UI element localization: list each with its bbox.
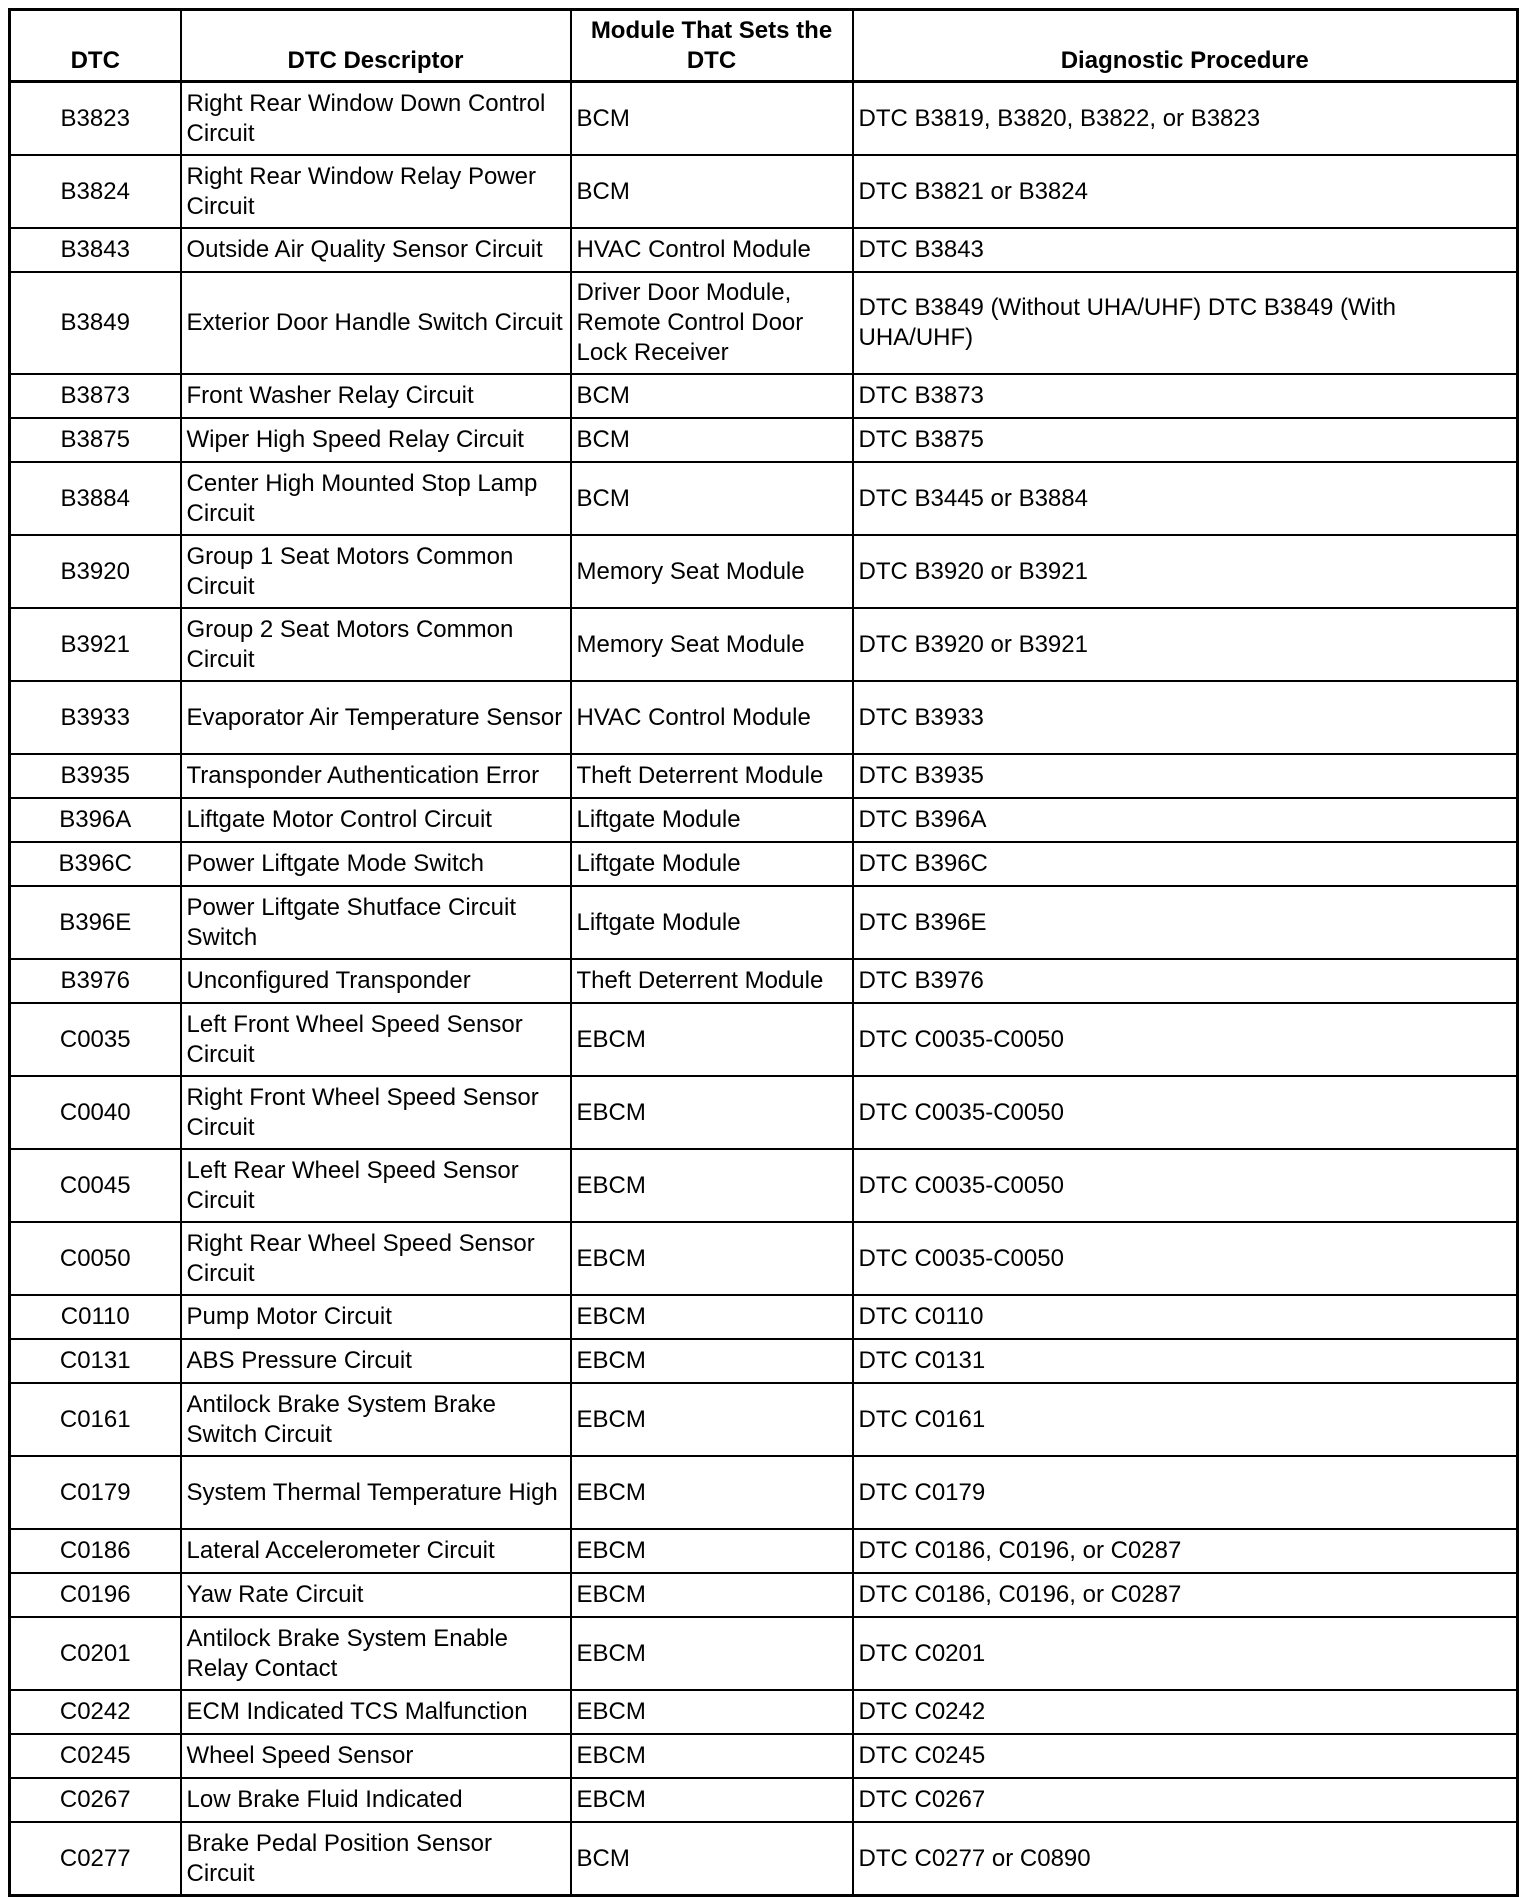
cell-descriptor: Right Front Wheel Speed Sensor Circuit bbox=[181, 1076, 571, 1149]
table-row bbox=[10, 754, 1518, 798]
cell-descriptor: Left Rear Wheel Speed Sensor Circuit bbox=[181, 1149, 571, 1222]
cell-descriptor: Evaporator Air Temperature Sensor bbox=[181, 681, 571, 754]
cell-module: Memory Seat Module bbox=[571, 608, 853, 681]
table-row bbox=[10, 1003, 1518, 1076]
cell-module: Liftgate Module bbox=[571, 842, 853, 886]
cell-module: EBCM bbox=[571, 1149, 853, 1222]
table-row bbox=[10, 1456, 1518, 1529]
cell-module: BCM bbox=[571, 374, 853, 418]
cell-module: BCM bbox=[571, 1822, 853, 1896]
table-row bbox=[10, 1076, 1518, 1149]
cell-module: EBCM bbox=[571, 1778, 853, 1822]
cell-dtc: C0245 bbox=[10, 1734, 181, 1778]
table-row bbox=[10, 1149, 1518, 1222]
cell-descriptor: Exterior Door Handle Switch Circuit bbox=[181, 272, 571, 374]
cell-descriptor: Left Front Wheel Speed Sensor Circuit bbox=[181, 1003, 571, 1076]
header-dtc-descriptor: DTC Descriptor bbox=[181, 10, 571, 82]
cell-procedure: DTC B3843 bbox=[853, 228, 1518, 272]
cell-dtc: B3875 bbox=[10, 418, 181, 462]
cell-procedure: DTC C0242 bbox=[853, 1690, 1518, 1734]
table-row bbox=[10, 1222, 1518, 1295]
table-row bbox=[10, 1690, 1518, 1734]
cell-module: Theft Deterrent Module bbox=[571, 959, 853, 1003]
cell-descriptor: Transponder Authentication Error bbox=[181, 754, 571, 798]
cell-dtc: C0242 bbox=[10, 1690, 181, 1734]
cell-procedure: DTC B3933 bbox=[853, 681, 1518, 754]
table-row bbox=[10, 418, 1518, 462]
cell-procedure: DTC B3935 bbox=[853, 754, 1518, 798]
cell-descriptor: System Thermal Temperature High bbox=[181, 1456, 571, 1529]
cell-procedure: DTC B3821 or B3824 bbox=[853, 155, 1518, 228]
cell-module: BCM bbox=[571, 82, 853, 156]
cell-descriptor: ECM Indicated TCS Malfunction bbox=[181, 1690, 571, 1734]
cell-descriptor: Front Washer Relay Circuit bbox=[181, 374, 571, 418]
cell-dtc: B3933 bbox=[10, 681, 181, 754]
cell-dtc: B396E bbox=[10, 886, 181, 959]
table-body bbox=[10, 82, 1518, 1896]
cell-procedure: DTC B3976 bbox=[853, 959, 1518, 1003]
cell-module: BCM bbox=[571, 462, 853, 535]
cell-procedure: DTC C0035-C0050 bbox=[853, 1003, 1518, 1076]
cell-descriptor: Center High Mounted Stop Lamp Circuit bbox=[181, 462, 571, 535]
cell-dtc: B3873 bbox=[10, 374, 181, 418]
cell-module: Driver Door Module, Remote Control Door Lock Receiver bbox=[571, 272, 853, 374]
cell-dtc: C0045 bbox=[10, 1149, 181, 1222]
cell-module: EBCM bbox=[571, 1076, 853, 1149]
table-row bbox=[10, 1295, 1518, 1339]
cell-procedure: DTC B3849 (Without UHA/UHF) DTC B3849 (With UHA/UHF) bbox=[853, 272, 1518, 374]
cell-dtc: B3824 bbox=[10, 155, 181, 228]
cell-descriptor: Liftgate Motor Control Circuit bbox=[181, 798, 571, 842]
cell-dtc: B3920 bbox=[10, 535, 181, 608]
cell-procedure: DTC B3875 bbox=[853, 418, 1518, 462]
cell-descriptor: Low Brake Fluid Indicated bbox=[181, 1778, 571, 1822]
table-row bbox=[10, 798, 1518, 842]
cell-descriptor: Right Rear Window Down Control Circuit bbox=[181, 82, 571, 156]
cell-descriptor: Lateral Accelerometer Circuit bbox=[181, 1529, 571, 1573]
cell-procedure: DTC C0245 bbox=[853, 1734, 1518, 1778]
cell-module: EBCM bbox=[571, 1222, 853, 1295]
cell-module: Memory Seat Module bbox=[571, 535, 853, 608]
table-row bbox=[10, 1822, 1518, 1896]
cell-procedure: DTC B3819, B3820, B3822, or B3823 bbox=[853, 82, 1518, 156]
table-row bbox=[10, 272, 1518, 374]
table-row bbox=[10, 842, 1518, 886]
cell-module: EBCM bbox=[571, 1339, 853, 1383]
cell-dtc: C0040 bbox=[10, 1076, 181, 1149]
cell-module: EBCM bbox=[571, 1383, 853, 1456]
cell-procedure: DTC B396E bbox=[853, 886, 1518, 959]
cell-module: BCM bbox=[571, 155, 853, 228]
cell-dtc: C0110 bbox=[10, 1295, 181, 1339]
cell-dtc: C0161 bbox=[10, 1383, 181, 1456]
header-row bbox=[10, 10, 1518, 82]
cell-procedure: DTC B396C bbox=[853, 842, 1518, 886]
table-row bbox=[10, 228, 1518, 272]
cell-procedure: DTC C0035-C0050 bbox=[853, 1149, 1518, 1222]
cell-dtc: B3935 bbox=[10, 754, 181, 798]
cell-descriptor: Yaw Rate Circuit bbox=[181, 1573, 571, 1617]
cell-procedure: DTC B396A bbox=[853, 798, 1518, 842]
cell-procedure: DTC C0267 bbox=[853, 1778, 1518, 1822]
cell-descriptor: Outside Air Quality Sensor Circuit bbox=[181, 228, 571, 272]
cell-descriptor: Group 1 Seat Motors Common Circuit bbox=[181, 535, 571, 608]
cell-procedure: DTC C0179 bbox=[853, 1456, 1518, 1529]
cell-dtc: C0179 bbox=[10, 1456, 181, 1529]
cell-descriptor: Antilock Brake System Brake Switch Circuit bbox=[181, 1383, 571, 1456]
cell-module: Theft Deterrent Module bbox=[571, 754, 853, 798]
cell-dtc: B3823 bbox=[10, 82, 181, 156]
cell-dtc: C0186 bbox=[10, 1529, 181, 1573]
cell-descriptor: Pump Motor Circuit bbox=[181, 1295, 571, 1339]
dtc-table bbox=[8, 8, 1519, 1897]
table-row bbox=[10, 374, 1518, 418]
table-row bbox=[10, 886, 1518, 959]
cell-module: HVAC Control Module bbox=[571, 681, 853, 754]
cell-dtc: C0035 bbox=[10, 1003, 181, 1076]
cell-descriptor: Power Liftgate Shutface Circuit Switch bbox=[181, 886, 571, 959]
table-row bbox=[10, 1778, 1518, 1822]
cell-dtc: B396C bbox=[10, 842, 181, 886]
table-row bbox=[10, 1339, 1518, 1383]
cell-descriptor: Antilock Brake System Enable Relay Contact bbox=[181, 1617, 571, 1690]
cell-dtc: B3849 bbox=[10, 272, 181, 374]
cell-procedure: DTC B3920 or B3921 bbox=[853, 535, 1518, 608]
cell-procedure: DTC C0131 bbox=[853, 1339, 1518, 1383]
cell-dtc: B3884 bbox=[10, 462, 181, 535]
cell-descriptor: Power Liftgate Mode Switch bbox=[181, 842, 571, 886]
table-row bbox=[10, 535, 1518, 608]
cell-module: EBCM bbox=[571, 1295, 853, 1339]
cell-module: Liftgate Module bbox=[571, 798, 853, 842]
cell-dtc: C0131 bbox=[10, 1339, 181, 1383]
cell-dtc: C0267 bbox=[10, 1778, 181, 1822]
cell-procedure: DTC B3445 or B3884 bbox=[853, 462, 1518, 535]
header-diagnostic-procedure: Diagnostic Procedure bbox=[853, 10, 1518, 82]
table-row bbox=[10, 462, 1518, 535]
cell-procedure: DTC C0035-C0050 bbox=[853, 1222, 1518, 1295]
cell-module: EBCM bbox=[571, 1690, 853, 1734]
cell-descriptor: Brake Pedal Position Sensor Circuit bbox=[181, 1822, 571, 1896]
cell-module: EBCM bbox=[571, 1003, 853, 1076]
cell-procedure: DTC C0110 bbox=[853, 1295, 1518, 1339]
table-row bbox=[10, 1529, 1518, 1573]
table-row bbox=[10, 155, 1518, 228]
header-module: Module That Sets the DTC bbox=[571, 10, 853, 82]
cell-descriptor: Right Rear Window Relay Power Circuit bbox=[181, 155, 571, 228]
table-row bbox=[10, 1617, 1518, 1690]
table-row bbox=[10, 1734, 1518, 1778]
cell-procedure: DTC C0035-C0050 bbox=[853, 1076, 1518, 1149]
cell-dtc: B3976 bbox=[10, 959, 181, 1003]
cell-dtc: C0050 bbox=[10, 1222, 181, 1295]
cell-procedure: DTC C0161 bbox=[853, 1383, 1518, 1456]
cell-module: EBCM bbox=[571, 1456, 853, 1529]
cell-descriptor: Unconfigured Transponder bbox=[181, 959, 571, 1003]
header-dtc: DTC bbox=[10, 10, 181, 82]
cell-procedure: DTC C0186, C0196, or C0287 bbox=[853, 1573, 1518, 1617]
cell-dtc: B3921 bbox=[10, 608, 181, 681]
cell-procedure: DTC B3920 or B3921 bbox=[853, 608, 1518, 681]
cell-procedure: DTC B3873 bbox=[853, 374, 1518, 418]
cell-module: BCM bbox=[571, 418, 853, 462]
cell-dtc: C0196 bbox=[10, 1573, 181, 1617]
table-row bbox=[10, 608, 1518, 681]
table-row bbox=[10, 82, 1518, 156]
cell-descriptor: ABS Pressure Circuit bbox=[181, 1339, 571, 1383]
table-row bbox=[10, 1573, 1518, 1617]
cell-descriptor: Right Rear Wheel Speed Sensor Circuit bbox=[181, 1222, 571, 1295]
cell-module: EBCM bbox=[571, 1529, 853, 1573]
table-header bbox=[10, 10, 1518, 82]
table-row bbox=[10, 681, 1518, 754]
cell-procedure: DTC C0201 bbox=[853, 1617, 1518, 1690]
table-row bbox=[10, 1383, 1518, 1456]
cell-descriptor: Wiper High Speed Relay Circuit bbox=[181, 418, 571, 462]
cell-module: EBCM bbox=[571, 1573, 853, 1617]
cell-module: EBCM bbox=[571, 1734, 853, 1778]
cell-procedure: DTC C0277 or C0890 bbox=[853, 1822, 1518, 1896]
cell-dtc: C0277 bbox=[10, 1822, 181, 1896]
cell-procedure: DTC C0186, C0196, or C0287 bbox=[853, 1529, 1518, 1573]
cell-module: EBCM bbox=[571, 1617, 853, 1690]
cell-descriptor: Group 2 Seat Motors Common Circuit bbox=[181, 608, 571, 681]
cell-descriptor: Wheel Speed Sensor bbox=[181, 1734, 571, 1778]
cell-module: Liftgate Module bbox=[571, 886, 853, 959]
cell-module: HVAC Control Module bbox=[571, 228, 853, 272]
cell-dtc: B3843 bbox=[10, 228, 181, 272]
table-row bbox=[10, 959, 1518, 1003]
cell-dtc: B396A bbox=[10, 798, 181, 842]
cell-dtc: C0201 bbox=[10, 1617, 181, 1690]
